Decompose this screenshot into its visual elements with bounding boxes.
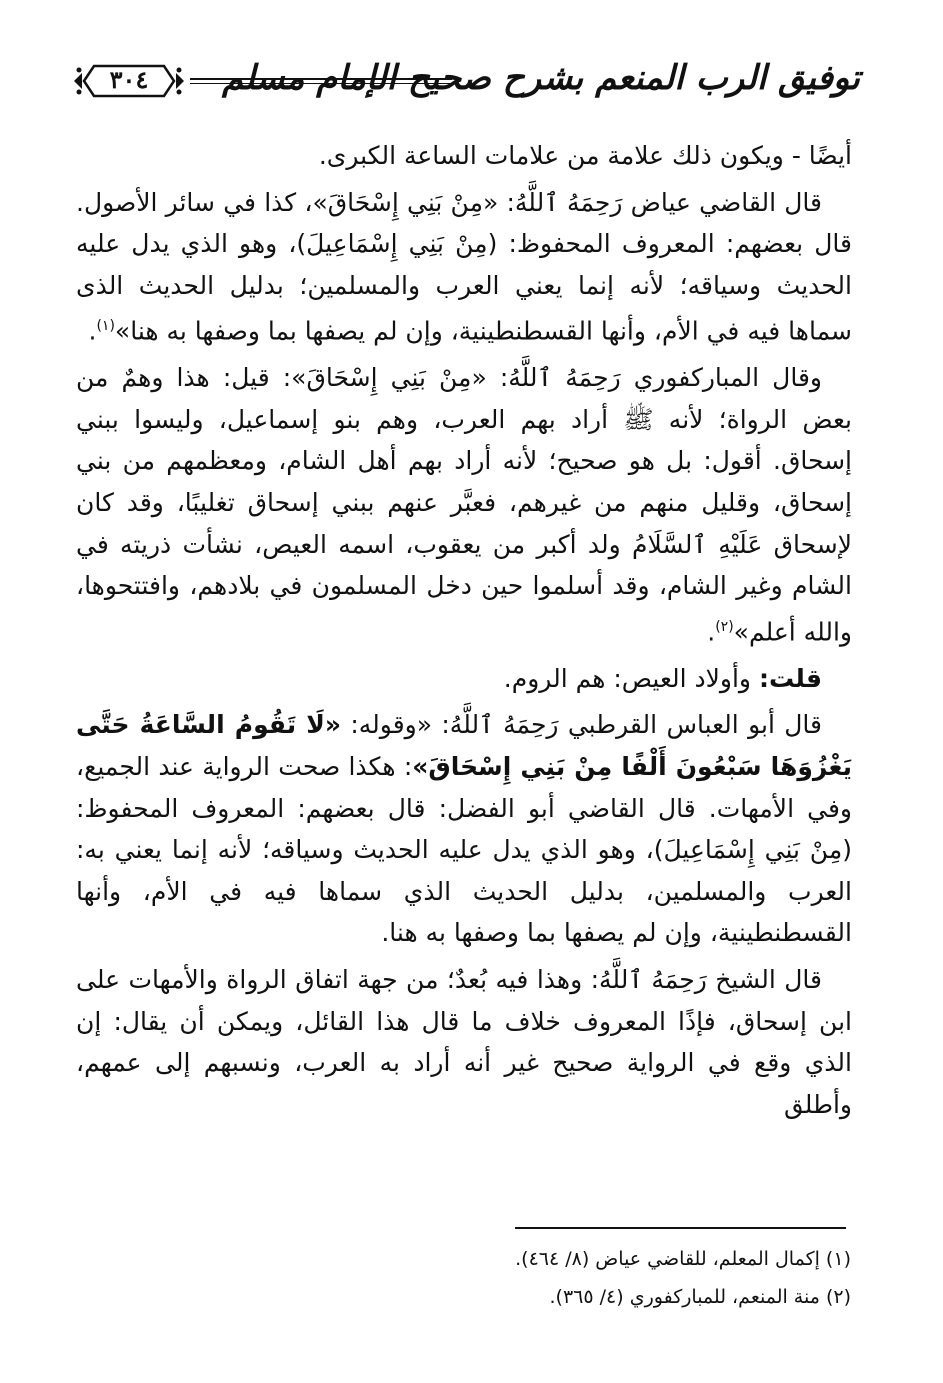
paragraph-text: قال القاضي عياض رَحِمَهُ ٱللَّهُ: «مِنْ بَنِي إِسْحَاقَ»، كذا في سائر الأصول. قال بعضهم: المعروف المحفوظ: (مِنْ بَنِي إِسْمَاعِيلَ)، وهو الذي يدل عليه الحديث وسياقه؛ لأنه إنما يعني العرب والمسلمين؛ بدليل الحديث الذى سماها فيه في الأم، وأنها القسطنطينية، وإن لم يصفها بما وصفها به هنا» bbox=[76, 187, 852, 346]
paragraph: قال القاضي عياض رَحِمَهُ ٱللَّهُ: «مِنْ بَنِي إِسْحَاقَ»، كذا في سائر الأصول. قال بعضهم: المعروف المحفوظ: (مِنْ بَنِي إِسْمَاعِيلَ)، وهو الذي يدل عليه الحديث وسياقه؛ لأنه إنما يعني العرب والمسلمين؛ بدليل الحديث الذى سماها فيه في الأم، وأنها القسطنطينية، وإن لم يصفها بما وصفها به هنا»$^{(١)}$. bbox=[76, 187, 852, 346]
paragraph-text: : هكذا صحت الرواية عند الجميع، وفي الأمهات. قال القاضي أبو الفضل: قال بعضهم: المعروف المحفوظ: (مِنْ بَنِي إِسْمَاعِيلَ)، وهو الذي يدل عليه الحديث وسياقه؛ لأنه إنما يعني به: العرب والمسلمين، بدليل الحديث الذي سماها فيه في الأم، وأنها القسطنطينية، وإن لم يصفها بما وصفها به هنا. bbox=[76, 751, 852, 948]
main-text bbox=[76, 135, 852, 1130]
footnote: (١) إكمال المعلم، للقاضي عياض (٨/ ٤٦٤). bbox=[515, 1248, 851, 1270]
paragraph-text: قال الشيخ رَحِمَهُ ٱللَّهُ: وهذا فيه بُعدٌ؛ من جهة اتفاق الرواة والأمهات على ابن إسحاق، فإذًا المعروف خلاف ما قال هذا القائل، ويمكن أن يقال: إن الذي وقع في الرواية صحيح غير أنه أراد به العرب، ونسبهم إلى عمهم، وأطلق bbox=[76, 964, 852, 1119]
footnote-ref: (١) bbox=[96, 318, 115, 335]
page-number: ٣٠٤ bbox=[109, 65, 149, 94]
footnote-separator bbox=[515, 1227, 846, 1229]
qultu-label: قلت: bbox=[758, 663, 822, 693]
paragraph-text: أقول: بل هو صحيح؛ لأنه أراد بهم أهل الشام، ومعظمهم من بني إسحاق، وقليل منهم من غيرهم، فعبَّر عنهم ببني إسحاق تغليبًا، وقد كان لإسحاق عَلَيْهِ ٱلسَّلَامُ ولد أكبر من يعقوب، اسمه العيص، نشأت ذريته في الشام وغير الشام، وقد أسلموا حين دخل المسلمون في بلادهم، وافتتحوها، والله أعلم» bbox=[76, 446, 852, 647]
page-header bbox=[70, 52, 860, 112]
paragraph bbox=[76, 135, 852, 177]
paragraph-text: قال أبو العباس القرطبي رَحِمَهُ ٱللَّهُ: «وقوله: bbox=[341, 710, 822, 740]
paragraph-text: وقال المباركفوري رَحِمَهُ ٱللَّهُ: «مِنْ بَنِي إِسْحَاقَ»: قيل: هذا وهمٌ من بعض الرواة؛ لأنه ﷺ أراد بهم العرب، وهم بنو إسماعيل، وليسوا ببني إسحاق. bbox=[76, 363, 852, 476]
paragraph-text: وأولاد العيص: هم الروم. bbox=[503, 663, 751, 693]
paragraph bbox=[76, 704, 852, 954]
paragraph: وقال المباركفوري رَحِمَهُ ٱللَّهُ: «مِنْ بَنِي إِسْحَاقَ»: قيل: هذا وهمٌ من بعض الرواة؛ لأنه ﷺ أراد بهم العرب، وهم بنو إسماعيل، وليسوا ببني إسحاق. أقول: بل هو صحيح؛ لأنه أراد بهم أهل الشام، ومعظمهم من بني إسحاق، وقليل منهم من غيرهم، فعبَّر عنهم ببني إسحاق تغليبًا، وقد كان لإسحاق عَلَيْهِ ٱلسَّلَامُ ولد أكبر من يعقوب، اسمه العيص، نشأت ذريته في الشام وغير الشام، وقد أسلموا حين دخل المسلمون في بلادهم، وافتتحوها، والله أعلم»$^{(٢)}$. bbox=[76, 363, 852, 647]
book-title: توفيق الرب المنعم بشرح صحيح الإمام مسلم bbox=[222, 58, 860, 98]
footnote: (٢) منة المنعم، للمباركفوري (٤/ ٣٦٥). bbox=[549, 1286, 851, 1308]
footnote-ref: (٢) bbox=[715, 618, 734, 635]
paragraph bbox=[76, 959, 852, 1125]
paragraph bbox=[76, 658, 852, 700]
footnotes bbox=[111, 1240, 851, 1316]
page-number-ornament bbox=[70, 58, 188, 104]
paragraph-text: أيضًا - ويكون ذلك علامة من علامات الساعة الكبرى. bbox=[318, 141, 852, 170]
hadith-quote: «لَا تَقُومُ السَّاعَةُ حَتَّى يَغْزُوَهَا سَبْعُونَ أَلْفًا مِنْ بَنِي إِسْحَاقَ» bbox=[76, 710, 852, 781]
